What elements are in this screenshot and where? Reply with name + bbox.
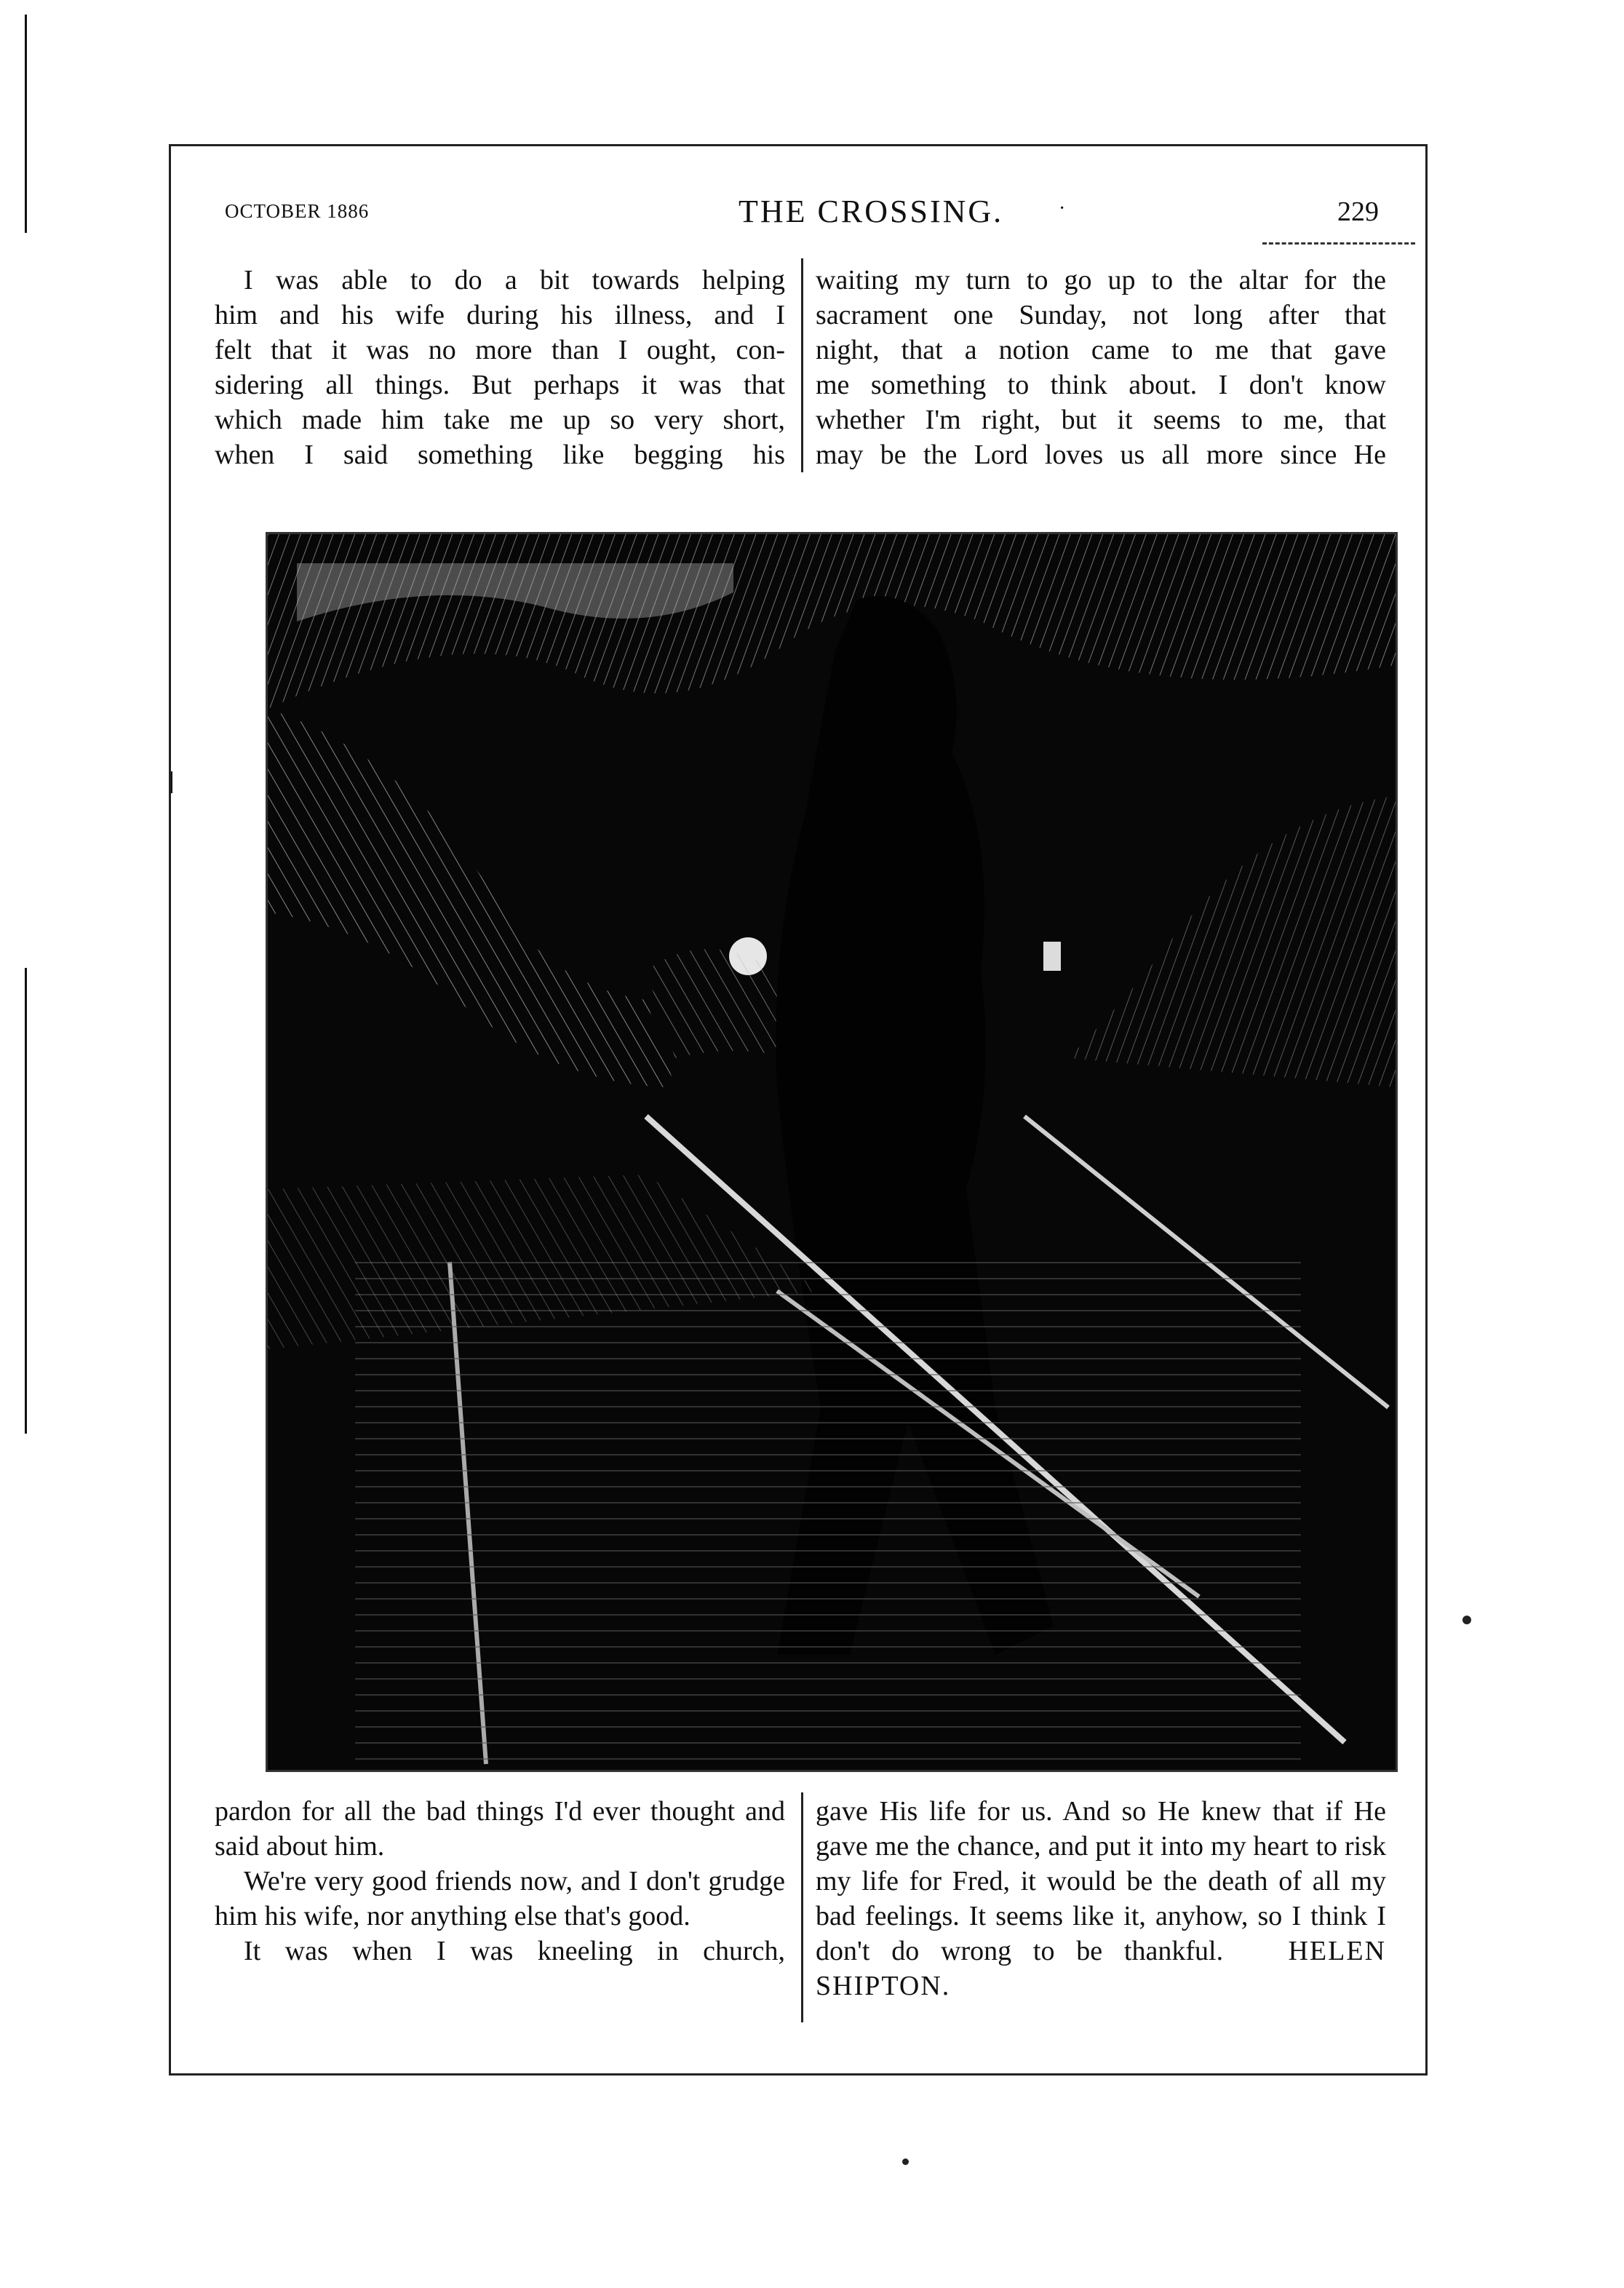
paragraph: [816, 1794, 1386, 2003]
header-dot: ·: [1059, 197, 1066, 220]
text-line: which made him take me up so very short,: [215, 405, 785, 435]
issue-date: OCTOBER 1886: [225, 200, 370, 222]
top-right-column: [816, 263, 1386, 472]
column-rule: [801, 1792, 803, 2022]
header-rule: [1262, 242, 1415, 245]
column-rule: [801, 258, 803, 472]
page-number: 229: [1337, 196, 1379, 227]
text-line: waiting my turn to go up to the altar for the: [816, 265, 1386, 295]
author-signature: HELEN SHIPTON.: [816, 1936, 1387, 2001]
engraving-illustration: [266, 532, 1398, 1772]
paragraph: We're very good friends now, and I don't grudge him his wife, nor anything else that's good.: [215, 1866, 785, 1931]
text-line: sidering all things. But perhaps it was that: [215, 370, 785, 400]
page-frame: [169, 144, 1428, 2076]
scan-edge-mark: [25, 968, 27, 1434]
text-line: when I said something like begging his: [215, 440, 785, 470]
text-line: him and his wife during his illness, and I: [215, 300, 785, 330]
top-left-column: [215, 263, 785, 472]
bottom-left-column: [215, 1794, 785, 1969]
stray-dot: [902, 2158, 909, 2165]
page-title: THE CROSSING.: [739, 194, 1004, 229]
text-line: whether I'm right, but it seems to me, that: [816, 405, 1386, 435]
running-header: [215, 193, 1379, 237]
text-line: may be the Lord loves us all more since He: [816, 440, 1386, 470]
bottom-right-column: [816, 1794, 1386, 2003]
text-line: sacrament one Sunday, not long after that: [816, 300, 1386, 330]
text-line: night, that a notion came to me that gave: [816, 335, 1386, 365]
text-line: felt that it was no more than I ought, con-: [215, 335, 785, 365]
engraving-drawing: [268, 534, 1396, 1770]
text-line: I was able to do a bit towards helping: [244, 265, 785, 295]
scan-edge-mark: [25, 15, 27, 233]
text-line: me something to think about. I don't know: [816, 370, 1386, 400]
paragraph: It was when I was kneeling in church,: [244, 1936, 785, 1966]
paragraph-text: gave His life for us. And so He knew that if He gave me the chance, and put it into my heart to risk my life for Fred, it would be the death of all my bad feelings. It seems like it, anyhow, so I think I don't do wrong to be thankful.: [816, 1796, 1386, 1966]
stray-dot: [1462, 1616, 1471, 1624]
paragraph: pardon for all the bad things I'd ever thought and said about him.: [215, 1796, 785, 1862]
